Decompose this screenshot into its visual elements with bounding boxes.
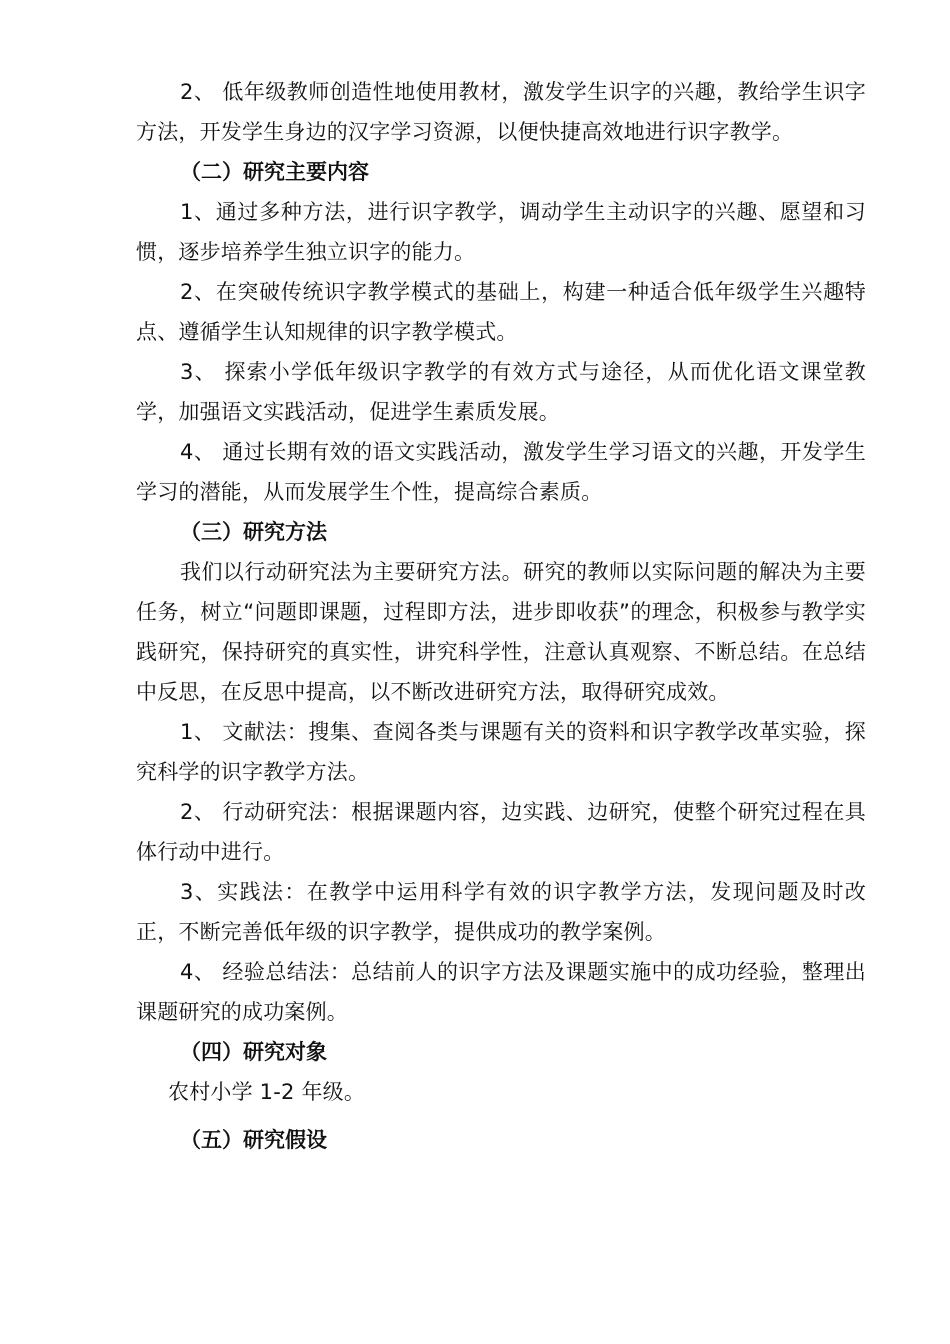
content-item-2: 2、在突破传统识字教学模式的基础上，构建一种适合低年级学生兴趣特点、遵循学生认知规律的识字教学模式。 <box>136 280 866 344</box>
method-item-4: 4、 经验总结法：总结前人的识字方法及课题实施中的成功经验，整理出课题研究的成功案例。 <box>136 960 866 1024</box>
section-heading-subjects: （四）研究对象 <box>180 1040 327 1064</box>
content-item-3: 3、 探索小学低年级识字教学的有效方式与途径，从而优化语文课堂教学，加强语文实践活动，促进学生素质发展。 <box>136 360 866 424</box>
method-item-3: 3、实践法：在教学中运用科学有效的识字教学方法，发现问题及时改正，不断完善低年级的识字教学，提供成功的教学案例。 <box>136 880 866 944</box>
paragraph-goal-2: 2、 低年级教师创造性地使用教材，激发学生识字的兴趣，教给学生识字方法，开发学生身边的汉字学习资源，以便快捷高效地进行识字教学。 <box>136 80 866 144</box>
section-heading-content: （二）研究主要内容 <box>180 160 369 184</box>
methods-intro: 我们以行动研究法为主要研究方法。研究的教师以实际问题的解决为主要任务，树立“问题即课题，过程即方法，进步即收获”的理念，积极参与教学实践研究，保持研究的真实性，讲究科学性，注意认真观察、不断总结。在总结中反思，在反思中提高，以不断改进研究方法，取得研究成效。 <box>136 560 866 704</box>
section-heading-hypothesis: （五）研究假设 <box>180 1128 327 1152</box>
method-item-1: 1、 文献法：搜集、查阅各类与课题有关的资料和识字教学改革实验，探究科学的识字教学方法。 <box>136 720 866 784</box>
subjects-text: 农村小学 1-2 年级。 <box>168 1080 366 1104</box>
content-item-4: 4、 通过长期有效的语文实践活动，激发学生学习语文的兴趣，开发学生学习的潜能，从而发展学生个性，提高综合素质。 <box>136 440 866 504</box>
content-item-1: 1、通过多种方法，进行识字教学，调动学生主动识字的兴趣、愿望和习惯，逐步培养学生独立识字的能力。 <box>136 200 866 264</box>
method-item-2: 2、 行动研究法：根据课题内容，边实践、边研究，使整个研究过程在具体行动中进行。 <box>136 800 866 864</box>
section-heading-methods: （三）研究方法 <box>180 520 327 544</box>
